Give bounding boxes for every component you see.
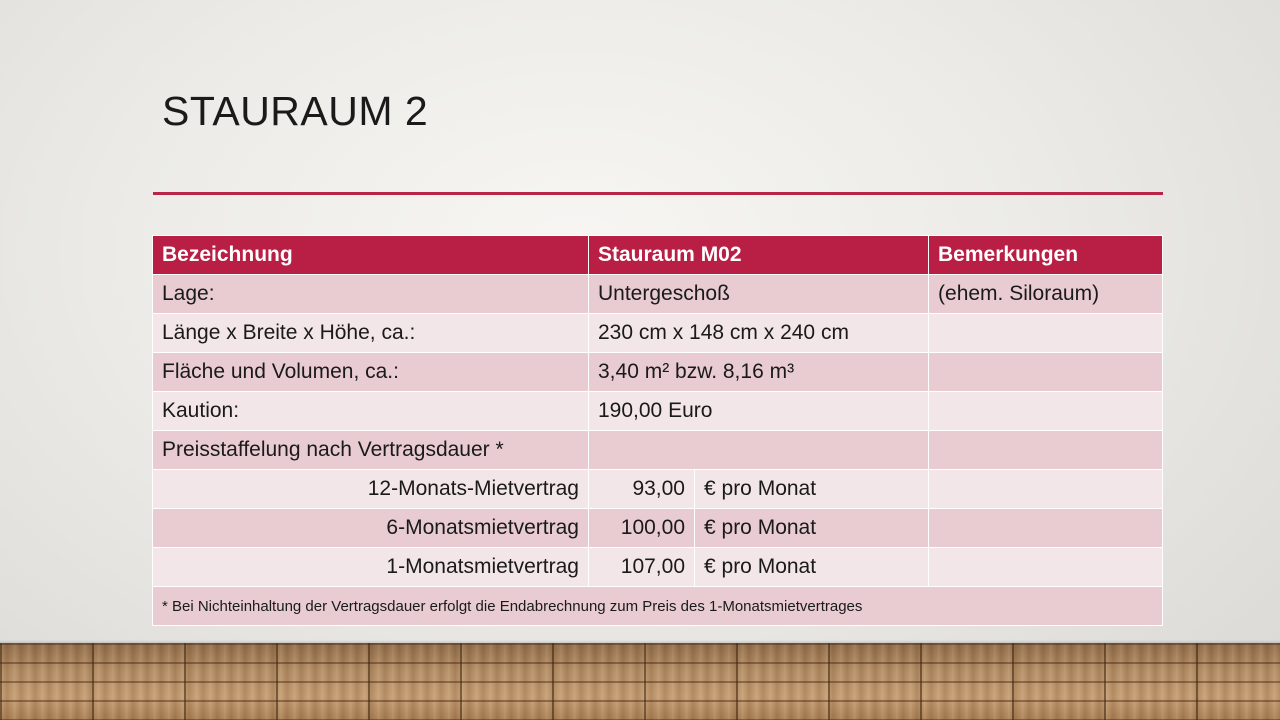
price-row — [153, 548, 1163, 587]
header-bemerkungen: Bemerkungen — [929, 236, 1163, 275]
price-amount: 107,00 — [589, 548, 695, 587]
row-value: 190,00 Euro — [589, 392, 929, 431]
header-stauraum: Stauraum M02 — [589, 236, 929, 275]
table-row — [153, 275, 1163, 314]
row-note — [929, 392, 1163, 431]
title-divider — [153, 192, 1163, 195]
footnote-text: * Bei Nichteinhaltung der Vertragsdauer erfolgt die Endabrechnung zum Preis des 1-Monatsmietvertrages — [153, 587, 1163, 626]
table-row — [153, 353, 1163, 392]
price-amount: 93,00 — [589, 470, 695, 509]
wooden-floor-background — [0, 643, 1280, 720]
row-label: Fläche und Volumen, ca.: — [153, 353, 589, 392]
row-value: Untergeschoß — [589, 275, 929, 314]
table-row — [153, 392, 1163, 431]
row-note: (ehem. Siloraum) — [929, 275, 1163, 314]
row-value: 230 cm x 148 cm x 240 cm — [589, 314, 929, 353]
price-contract: 12-Monats-Mietvertrag — [153, 470, 589, 509]
slide-title: STAURAUM 2 — [162, 88, 429, 134]
table-header-row — [153, 236, 1163, 275]
price-unit: € pro Monat — [695, 470, 929, 509]
price-amount: 100,00 — [589, 509, 695, 548]
row-note — [929, 353, 1163, 392]
price-row — [153, 470, 1163, 509]
price-note — [929, 509, 1163, 548]
price-contract: 1-Monatsmietvertrag — [153, 548, 589, 587]
row-label: Kaution: — [153, 392, 589, 431]
storage-table — [152, 235, 1163, 626]
price-unit: € pro Monat — [695, 509, 929, 548]
price-contract: 6-Monatsmietvertrag — [153, 509, 589, 548]
header-bezeichnung: Bezeichnung — [153, 236, 589, 275]
row-note — [929, 431, 1163, 470]
price-note — [929, 470, 1163, 509]
row-label: Preisstaffelung nach Vertragsdauer * — [153, 431, 589, 470]
row-note — [929, 314, 1163, 353]
row-label: Länge x Breite x Höhe, ca.: — [153, 314, 589, 353]
row-value — [589, 431, 929, 470]
footnote-row — [153, 587, 1163, 626]
table-row — [153, 431, 1163, 470]
table-row — [153, 314, 1163, 353]
row-label: Lage: — [153, 275, 589, 314]
price-row — [153, 509, 1163, 548]
price-note — [929, 548, 1163, 587]
row-value: 3,40 m² bzw. 8,16 m³ — [589, 353, 929, 392]
price-unit: € pro Monat — [695, 548, 929, 587]
